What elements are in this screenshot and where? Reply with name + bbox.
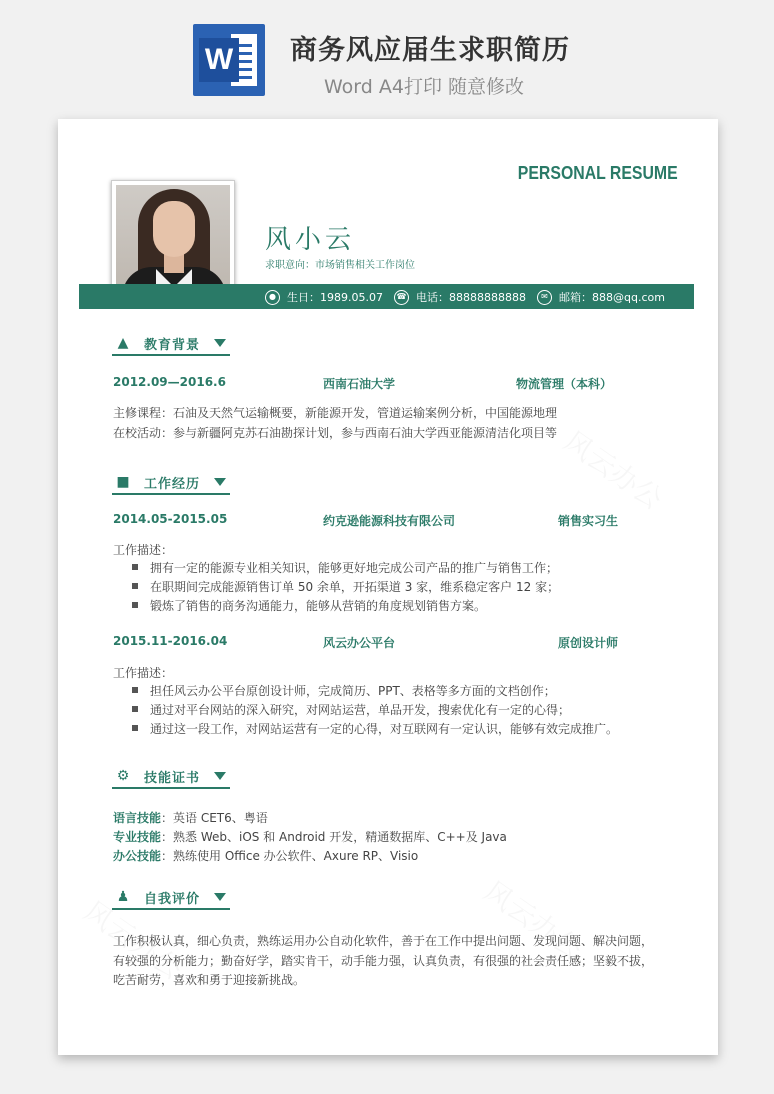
job-bullet: 通过对平台网站的深入研究，对网站运营，单品开发，搜索优化有一定的心得； [132, 701, 570, 718]
resume-page [58, 119, 718, 1055]
section-skills-header [112, 767, 230, 789]
triangle-down-icon [214, 893, 226, 901]
banner-title: 商务风应届生求职简历 [290, 35, 570, 66]
birthday-text: 生日：1989.05.07 [287, 291, 383, 304]
section-self-header [112, 888, 230, 910]
mail-icon: ✉ [537, 290, 552, 305]
triangle-down-icon [214, 772, 226, 780]
user-icon: ♟ [116, 889, 130, 905]
job-period: 2015.11-2016.04 [113, 634, 228, 648]
banner [0, 0, 774, 118]
section-title: 工作经历 [144, 477, 201, 492]
job-bullet: 锻炼了销售的商务沟通能力，能够从营销的角度规划销售方案。 [132, 597, 486, 614]
phone-text: 电话：88888888888 [416, 291, 526, 304]
edu-period: 2012.09—2016.6 [113, 375, 226, 389]
phone-item [394, 289, 526, 305]
section-work-header [112, 473, 230, 495]
job-desc-label: 工作描述： [113, 666, 174, 680]
triangle-down-icon [214, 339, 226, 347]
job-desc-label: 工作描述： [113, 543, 174, 557]
job-company: 风云办公平台 [323, 636, 396, 650]
self-eval-line: 有较强的分析能力；勤奋好学，踏实肯干，动手能力强，认真负责，有很强的社会责任感；坚毅不拔， [113, 954, 654, 968]
section-title: 教育背景 [144, 338, 201, 353]
contact-bar [79, 284, 694, 309]
person-icon: ● [265, 290, 280, 305]
edu-school: 西南石油大学 [323, 377, 396, 391]
job-intent: 求职意向：市场销售相关工作岗位 [265, 260, 415, 271]
edu-courses: 主修课程：石油及天然气运输概要，新能源开发，管道运输案例分析，中国能源地理 [113, 406, 558, 420]
edu-activities: 在校活动：参与新疆阿克苏石油勘探计划，参与西南石油大学西亚能源清洁化项目等 [113, 426, 558, 440]
job-role: 销售实习生 [558, 514, 619, 528]
job-company: 约克逊能源科技有限公司 [323, 514, 456, 528]
banner-subtitle: Word A4打印 随意修改 [324, 76, 525, 98]
job-period: 2014.05-2015.05 [113, 512, 228, 526]
word-logo-letter: W [199, 38, 239, 82]
job-bullet: 担任风云办公平台原创设计师，完成简历、PPT、表格等多方面的文档创作； [132, 682, 556, 699]
watermark [557, 420, 672, 517]
triangle-down-icon [214, 478, 226, 486]
candidate-name: 风小云 [265, 225, 356, 255]
email-text: 邮箱：888@qq.com [559, 291, 665, 304]
graduation-cap-icon: ▲ [117, 335, 129, 351]
section-education-header [112, 334, 230, 356]
self-eval-line: 工作积极认真，细心负责，熟练运用办公自动化软件，善于在工作中提出问题、发现问题、解决问题， [113, 934, 654, 948]
word-logo-icon [193, 24, 265, 96]
gear-icon: ⚙ [116, 768, 130, 784]
job-role: 原创设计师 [558, 636, 619, 650]
birthday-item [265, 289, 383, 305]
job-bullet: 通过这一段工作，对网站运营有一定的心得，对互联网有一定认识，能够有效完成推广。 [132, 720, 618, 737]
job-bullet: 拥有一定的能源专业相关知识，能够更好地完成公司产品的推广与销售工作； [132, 559, 558, 576]
phone-icon: ☎ [394, 290, 409, 305]
skill-professional: 专业技能：熟悉 Web、iOS 和 Android 开发，精通数据库、C++及 Java [113, 830, 507, 844]
job-bullet: 在职期间完成能源销售订单 50 余单，开拓渠道 3 家，维系稳定客户 12 家； [132, 578, 559, 595]
edu-major: 物流管理（本科） [516, 377, 613, 391]
skill-office: 办公技能：熟练使用 Office 办公软件、Axure RP、Visio [113, 849, 419, 863]
email-item [537, 289, 665, 305]
resume-header-en: PERSONAL RESUME [518, 163, 678, 183]
section-title: 自我评价 [144, 892, 201, 907]
self-eval-line: 吃苦耐劳，喜欢和勇于迎接新挑战。 [113, 973, 306, 987]
section-title: 技能证书 [144, 771, 201, 786]
skill-language: 语言技能：英语 CET6、粤语 [113, 811, 268, 825]
briefcase-icon: ■ [116, 474, 130, 490]
